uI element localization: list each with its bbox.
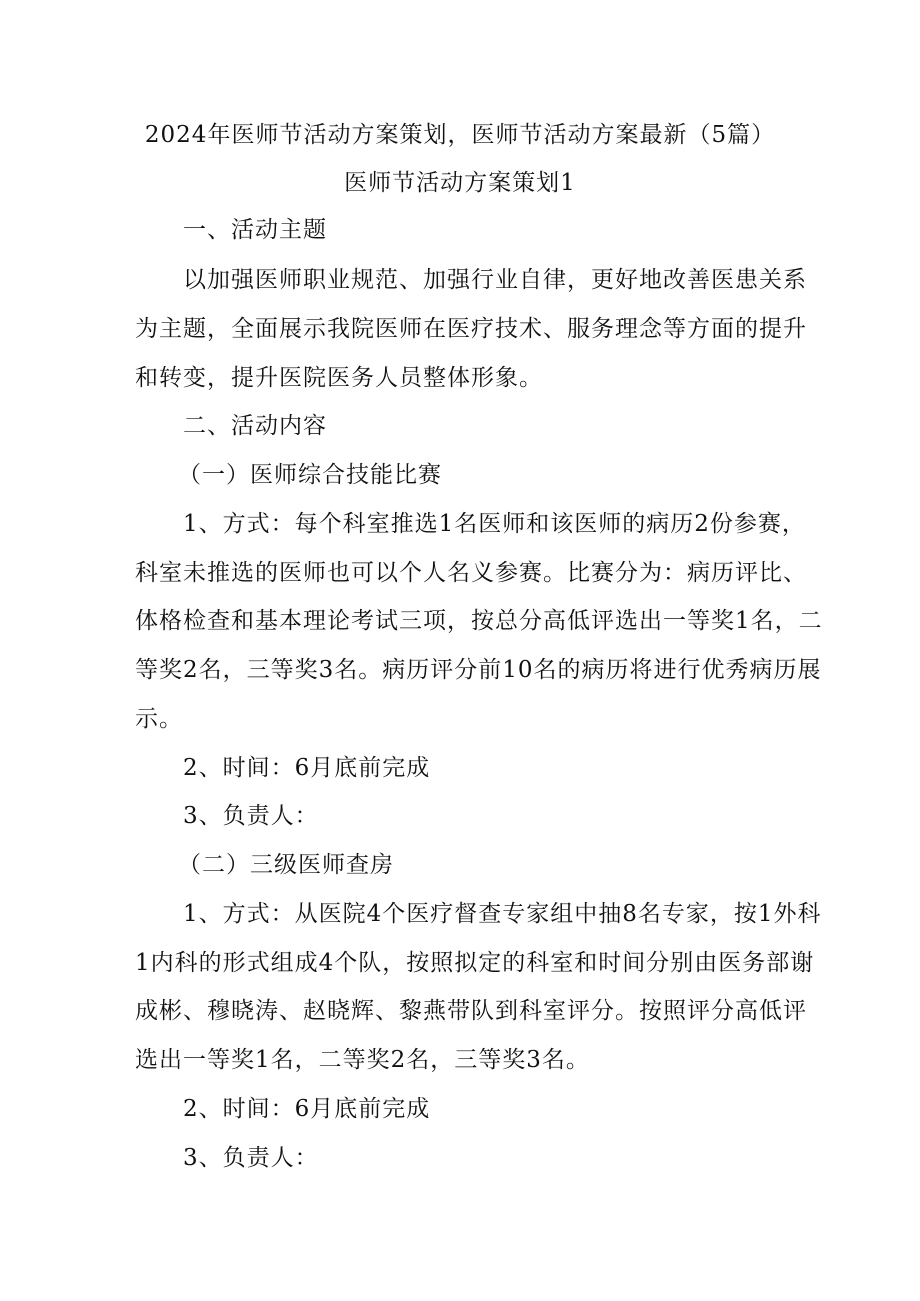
paragraph-line: 1、方式：从医院4个医疗督查专家组中抽8名专家，按1外科 <box>183 901 822 927</box>
paragraph-line: 体格检查和基本理论考试三项，按总分高低评选出一等奖1名，二 <box>135 608 823 634</box>
paragraph-line: 等奖2名，三等奖3名。病历评分前10名的病历将进行优秀病历展 <box>135 657 822 683</box>
responsible-line: 3、负责人： <box>183 1145 319 1171</box>
paragraph-line: 示。 <box>135 706 183 732</box>
subsection-heading-rounds: （二）三级医师查房 <box>178 852 394 878</box>
time-line: 2、时间：6月底前完成 <box>183 1096 431 1122</box>
paragraph-line: 为主题，全面展示我院医师在医疗技术、服务理念等方面的提升 <box>135 316 807 342</box>
document-title: 2024年医师节活动方案策划，医师节活动方案最新（5篇） <box>144 122 776 148</box>
paragraph-line: 1内科的形式组成4个队，按照拟定的科室和时间分别由医务部谢 <box>135 950 815 976</box>
paragraph-line: 以加强医师职业规范、加强行业自律，更好地改善医患关系 <box>183 267 807 293</box>
document-subtitle: 医师节活动方案策划1 <box>344 170 576 196</box>
paragraph-line: 1、方式：每个科室推选1名医师和该医师的病历2份参赛， <box>183 511 806 537</box>
paragraph-line: 科室未推选的医师也可以个人名义参赛。比赛分为：病历评比、 <box>135 560 807 586</box>
paragraph-line: 和转变，提升医院医务人员整体形象。 <box>135 365 543 391</box>
section-heading-theme: 一、活动主题 <box>183 217 327 243</box>
subsection-heading-skills: （一）医师综合技能比赛 <box>178 462 442 488</box>
responsible-line: 3、负责人： <box>183 803 319 829</box>
section-heading-content: 二、活动内容 <box>183 413 327 439</box>
paragraph-line: 成彬、穆晓涛、赵晓辉、黎燕带队到科室评分。按照评分高低评 <box>135 998 807 1024</box>
time-line: 2、时间：6月底前完成 <box>183 755 431 781</box>
paragraph-line: 选出一等奖1名，二等奖2名，三等奖3名。 <box>135 1047 590 1073</box>
